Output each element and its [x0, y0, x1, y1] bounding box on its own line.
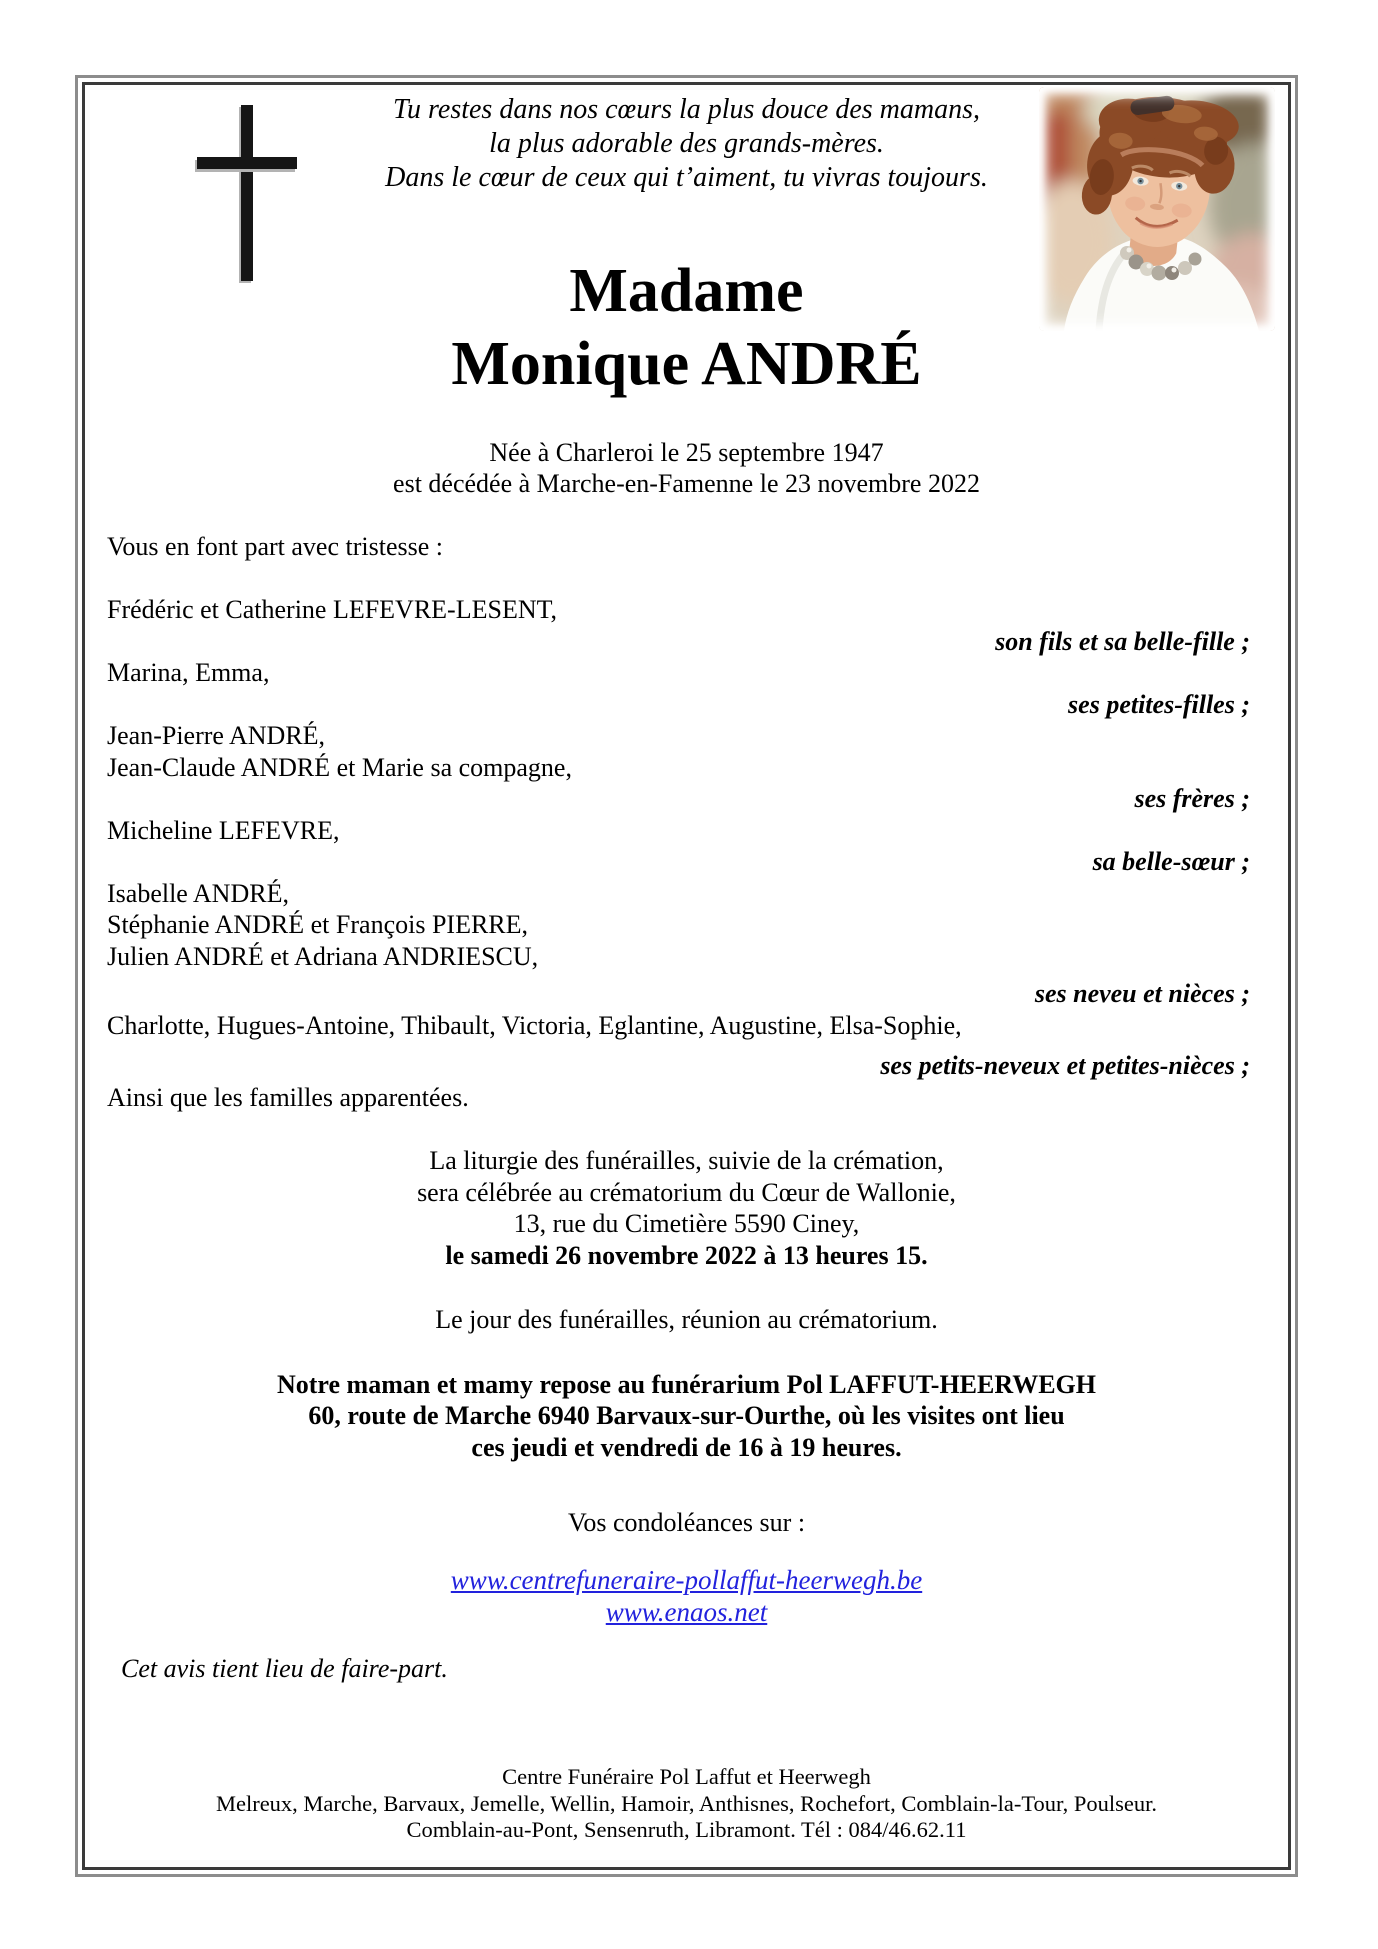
family-announcement-list	[85, 531, 1288, 1113]
death-line: est décédée à Marche-en-Famenne le 23 novembre 2022	[393, 469, 980, 498]
photo-feather-edge	[1039, 87, 1275, 331]
family-name-line: Julien ANDRÉ et Adriana ANDRIESCU,	[107, 941, 539, 971]
family-relation-label: son fils et sa belle-fille ;	[995, 626, 1250, 656]
reunion-note: Le jour des funérailles, réunion au crématorium.	[435, 1305, 938, 1334]
ceremony-date: le samedi 26 novembre 2022 à 13 heures 15.	[445, 1240, 928, 1270]
footer-towns-phone-line: Comblain-au-Pont, Sensenruth, Libramont. Tél : 084/46.62.11	[406, 1817, 967, 1842]
repose-details	[85, 1369, 1288, 1464]
portrait-photo	[1039, 87, 1275, 331]
faire-part-notice: Cet avis tient lieu de faire-part.	[121, 1653, 448, 1683]
family-relation-label: sa belle-sœur ;	[1092, 847, 1250, 876]
family-name-line: Charlotte, Hugues-Antoine, Thibault, Victoria, Eglantine, Augustine, Elsa-Sophie,	[107, 1010, 962, 1040]
condolence-links	[85, 1564, 1288, 1628]
birth-line: Née à Charleroi le 25 septembre 1947	[489, 438, 884, 467]
ceremony-address-line: 13, rue du Cimetière 5590 Ciney,	[513, 1209, 860, 1238]
ceremony-details	[85, 1145, 1288, 1271]
family-relation-label: ses neveu et nièces ;	[1034, 979, 1250, 1008]
enaos-website-link[interactable]: www.enaos.net	[605, 1596, 768, 1627]
birth-death-info	[85, 437, 1288, 499]
decorative-frame-inner	[82, 82, 1291, 1870]
condolences-label: Vos condoléances sur :	[567, 1508, 806, 1537]
family-relation-label: ses petits-neveux et petites-nièces ;	[880, 1051, 1250, 1080]
spacer	[107, 563, 1250, 595]
cross-horizontal-bar	[197, 157, 297, 169]
family-name-line: Frédéric et Catherine LEFEVRE-LESENT,	[107, 595, 558, 624]
family-name-line: Jean-Claude ANDRÉ et Marie sa compagne,	[107, 752, 572, 782]
family-name-line: Jean-Pierre ANDRÉ,	[107, 721, 326, 750]
cross-icon	[197, 105, 297, 281]
footer-company-name: Centre Funéraire Pol Laffut et Heerwegh	[502, 1764, 871, 1789]
footer-towns-line: Melreux, Marche, Barvaux, Jemelle, Wellin, Hamoir, Anthisnes, Rochefort, Comblain-la-Tour, Poulseur.	[215, 1790, 1158, 1816]
family-name-line: Stéphanie ANDRÉ et François PIERRE,	[107, 910, 529, 939]
repose-line: Notre maman et mamy repose au funérarium Pol LAFFUT-HEERWEGH	[277, 1369, 1096, 1399]
announcement-intro: Vous en font part avec tristesse :	[107, 532, 443, 561]
family-relation-label: ses frères ;	[1134, 784, 1250, 813]
decorative-double-frame	[75, 75, 1298, 1877]
funeral-home-footer	[85, 1764, 1288, 1844]
repose-line: 60, route de Marche 6940 Barvaux-sur-Ourthe, où les visites ont lieu	[308, 1401, 1065, 1430]
quote-line: Dans le cœur de ceux qui t’aiment, tu vivras toujours.	[385, 162, 988, 193]
family-name-line: Micheline LEFEVRE,	[107, 815, 340, 845]
cross-vertical-bar	[241, 105, 253, 281]
family-name-line: Isabelle ANDRÉ,	[107, 878, 289, 908]
ceremony-line: La liturgie des funérailles, suivie de la crémation,	[429, 1146, 944, 1175]
title-name: Monique ANDRÉ	[451, 330, 922, 398]
content-area	[85, 85, 1288, 1867]
quote-line: Tu restes dans nos cœurs la plus douce des mamans,	[393, 94, 980, 125]
title-salutation: Madame	[569, 257, 804, 325]
family-name-line: Marina, Emma,	[107, 658, 270, 687]
repose-line: ces jeudi et vendredi de 16 à 19 heures.	[471, 1432, 902, 1462]
family-relation-label: ses petites-filles ;	[1068, 689, 1250, 719]
ceremony-line: sera célébrée au crématorium du Cœur de Wallonie,	[417, 1177, 956, 1207]
quote-line: la plus adorable des grands-mères.	[489, 128, 884, 159]
families-note: Ainsi que les familles apparentées.	[107, 1082, 469, 1112]
funeral-home-website-link[interactable]: www.centrefuneraire-pollaffut-heerwegh.be	[450, 1564, 923, 1595]
